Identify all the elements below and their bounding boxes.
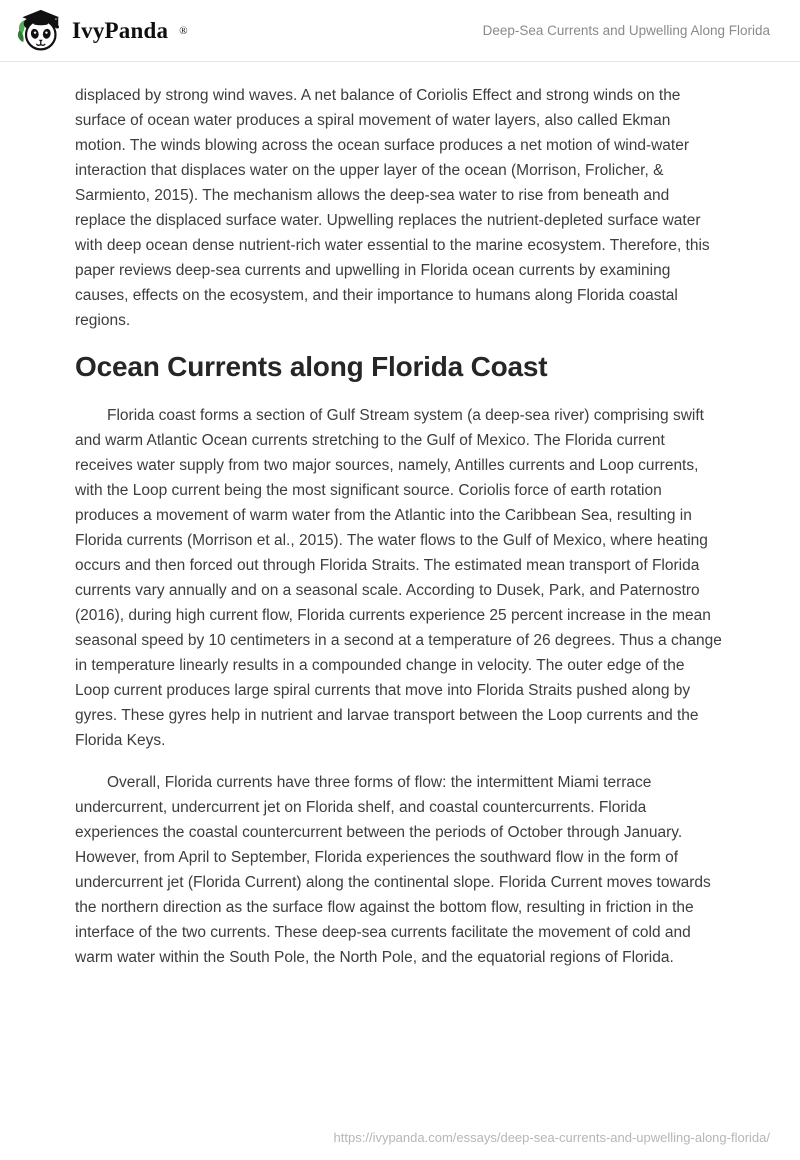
body-paragraph: Overall, Florida currents have three forms of flow: the intermittent Miami terrace undercurrent, undercurrent jet on Florida shelf, and coastal countercurrents. Florida experiences the coastal countercurrent between the periods of October through January. However, from April to September, Florida experiences the southward flow in the form of undercurrent jet (Florida Current) along the continental slope. Florida Current moves towards the northern direction as the surface flow against the bottom flow, resulting in friction in the interface of the two currents. These deep-sea currents facilitate the movement of cold and warm water within the South Pole, the North Pole, and the equatorial regions of Florida.	[75, 774, 711, 966]
intro-paragraph: displaced by strong wind waves. A net balance of Coriolis Effect and strong winds on the surface of ocean water produces a spiral movement of water layers, also called Ekman motion. The winds blowing across the ocean surface produces a net motion of wind-water interaction that displaces water on the upper layer of the ocean (Morrison, Frolicher, & Sarmiento, 2015). The mechanism allows the deep-sea water to rise from beneath and replace the displaced surface water. Upwelling replaces the nutrient-depleted surface water with deep ocean dense nutrient-rich water essential to the marine ecosystem. Therefore, this paper reviews deep-sea currents and upwelling in Florida ocean currents by examining causes, effects on the ecosystem, and their importance to humans along Florida coastal regions.	[75, 87, 710, 329]
brand-name: IvyPanda	[72, 17, 169, 43]
ivypanda-panda-logo-icon	[14, 7, 62, 55]
source-url: https://ivypanda.com/essays/deep-sea-currents-and-upwelling-along-florida/	[333, 1130, 770, 1145]
article-body	[0, 62, 800, 970]
ivypanda-brand	[14, 7, 188, 55]
document-title: Deep-Sea Currents and Upwelling Along Florida	[482, 23, 770, 38]
page-header	[0, 0, 800, 62]
section-heading: Ocean Currents along Florida Coast	[75, 351, 548, 382]
body-paragraph: Florida coast forms a section of Gulf Stream system (a deep-sea river) comprising swift and warm Atlantic Ocean currents stretching to the Gulf of Mexico. The Florida current receives water supply from two major sources, namely, Antilles currents and Loop currents, with the Loop current being the most significant source. Coriolis force of earth rotation produces a movement of warm water from the Atlantic into the Caribbean Sea, resulting in Florida currents (Morrison et al., 2015). The water flows to the Gulf of Mexico, where heating occurs and then forced out through Florida Straits. The estimated mean transport of Florida currents vary annually and on a seasonal scale. According to Dusek, Park, and Paternostro (2016), during high current flow, Florida currents experience 25 percent increase in the mean seasonal speed by 10 centimeters in a second at a temperature of 26 degrees. Thus a change in temperature linearly results in a compounded change in velocity. The outer edge of the Loop current produces large spiral currents that move into Florida Straits pushed along by gyres. These gyres help in nutrient and larvae transport between the Loop currents and the Florida Keys.	[75, 407, 722, 749]
registered-trademark-mark: ®	[179, 24, 188, 37]
